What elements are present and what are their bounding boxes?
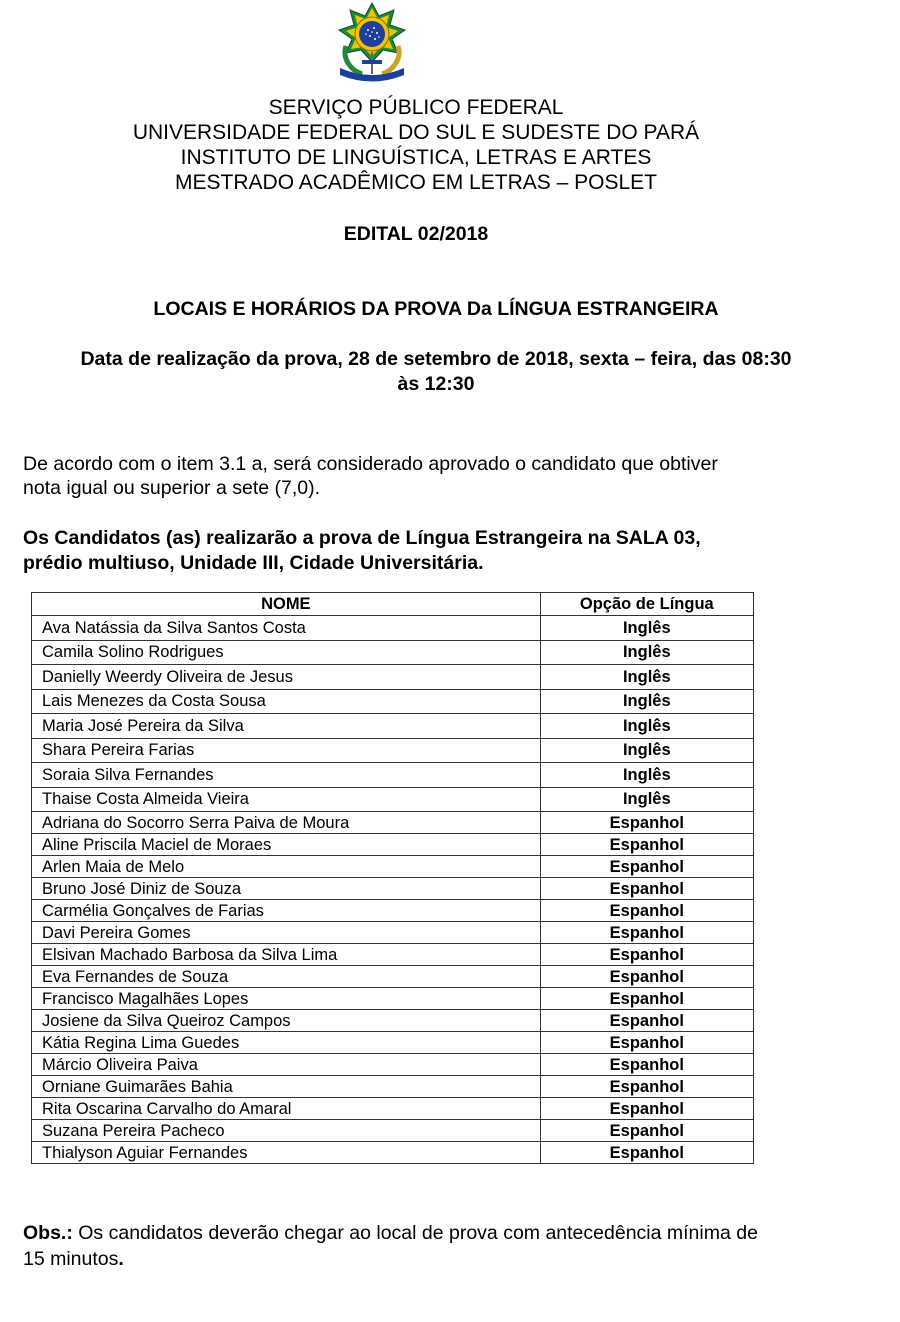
approval-paragraph: [23, 452, 873, 500]
table-row: [32, 763, 754, 788]
candidate-language: Espanhol: [540, 1032, 753, 1054]
observation-label: Obs.:: [23, 1222, 73, 1244]
candidate-language: Espanhol: [540, 1142, 753, 1164]
candidate-name: Soraia Silva Fernandes: [32, 763, 541, 788]
candidate-language: Inglês: [540, 616, 753, 641]
table-row: [32, 1142, 754, 1164]
candidate-language: Inglês: [540, 714, 753, 739]
table-row: [32, 714, 754, 739]
table-row: [32, 1076, 754, 1098]
candidate-name: Aline Priscila Maciel de Moraes: [32, 834, 541, 856]
candidate-language: Espanhol: [540, 1010, 753, 1032]
table-row: [32, 856, 754, 878]
candidate-name: Francisco Magalhães Lopes: [32, 988, 541, 1010]
candidate-name: Danielly Weerdy Oliveira de Jesus: [32, 665, 541, 690]
candidate-language: Espanhol: [540, 856, 753, 878]
table-row: [32, 922, 754, 944]
candidate-language: Espanhol: [540, 988, 753, 1010]
header-line-university: UNIVERSIDADE FEDERAL DO SUL E SUDESTE DO PARÁ: [132, 121, 700, 144]
table-row: [32, 665, 754, 690]
table-row: [32, 640, 754, 665]
candidate-name: Arlen Maia de Melo: [32, 856, 541, 878]
candidate-name: Bruno José Diniz de Souza: [32, 878, 541, 900]
candidate-name: Camila Solino Rodrigues: [32, 640, 541, 665]
room-paragraph: [23, 526, 883, 576]
candidate-language: Espanhol: [540, 1076, 753, 1098]
candidate-language: Espanhol: [540, 966, 753, 988]
candidate-name: Kátia Regina Lima Guedes: [32, 1032, 541, 1054]
candidate-language: Espanhol: [540, 1098, 753, 1120]
table-header-row: [32, 593, 754, 616]
room-line-1: Os Candidatos (as) realizarão a prova de Língua Estrangeira na SALA 03,: [23, 527, 701, 549]
table-row: [32, 966, 754, 988]
header-name: NOME: [32, 593, 541, 616]
candidate-language: Inglês: [540, 738, 753, 763]
candidate-language: Inglês: [540, 763, 753, 788]
table-row: [32, 1010, 754, 1032]
candidate-language: Espanhol: [540, 900, 753, 922]
approval-line-2: nota igual ou superior a sete (7,0).: [23, 477, 321, 499]
candidate-name: Elsivan Machado Barbosa da Silva Lima: [32, 944, 541, 966]
table-row: [32, 689, 754, 714]
candidate-name: Carmélia Gonçalves de Farias: [32, 900, 541, 922]
table-row: [32, 944, 754, 966]
header-language: Opção de Língua: [540, 593, 753, 616]
room-line-2: prédio multiuso, Unidade III, Cidade Universitária.: [23, 552, 484, 574]
exam-date: [0, 347, 872, 397]
candidate-language: Espanhol: [540, 834, 753, 856]
candidate-language: Espanhol: [540, 944, 753, 966]
candidate-language: Inglês: [540, 787, 753, 812]
exam-date-line-2: às 12:30: [397, 373, 475, 395]
header-line-program: MESTRADO ACADÊMICO EM LETRAS – POSLET: [175, 171, 657, 194]
candidate-name: Eva Fernandes de Souza: [32, 966, 541, 988]
table-row: [32, 988, 754, 1010]
observation-minutes: 15 minutos: [23, 1248, 119, 1270]
table-row: [32, 878, 754, 900]
candidate-name: Suzana Pereira Pacheco: [32, 1120, 541, 1142]
observation-text: Os candidatos deverão chegar ao local de prova com antecedência mínima de: [72, 1222, 758, 1244]
exam-date-line-1: Data de realização da prova, 28 de setembro de 2018, sexta – feira, das 08:30: [80, 348, 792, 370]
candidate-name: Thialyson Aguiar Fernandes: [32, 1142, 541, 1164]
approval-line-1: De acordo com o item 3.1 a, será considerado aprovado o candidato que obtiver: [23, 453, 718, 475]
table-row: [32, 1120, 754, 1142]
observation-line-1: [23, 1220, 883, 1246]
candidate-language: Inglês: [540, 665, 753, 690]
candidate-language: Espanhol: [540, 1054, 753, 1076]
candidate-name: Ava Natássia da Silva Santos Costa: [32, 616, 541, 641]
table-row: [32, 1054, 754, 1076]
table-row: [32, 900, 754, 922]
header-line-institute: INSTITUTO DE LINGUÍSTICA, LETRAS E ARTES: [180, 146, 652, 169]
candidate-name: Adriana do Socorro Serra Paiva de Moura: [32, 812, 541, 834]
table-row: [32, 834, 754, 856]
table-row: [32, 1098, 754, 1120]
candidate-language: Espanhol: [540, 922, 753, 944]
candidate-language: Espanhol: [540, 1120, 753, 1142]
observation-line-2: [23, 1246, 883, 1272]
candidate-name: Márcio Oliveira Paiva: [32, 1054, 541, 1076]
candidate-name: Davi Pereira Gomes: [32, 922, 541, 944]
table-row: [32, 812, 754, 834]
candidate-name: Rita Oscarina Carvalho do Amaral: [32, 1098, 541, 1120]
table-row: [32, 1032, 754, 1054]
observation-note: [23, 1220, 883, 1272]
candidate-language: Inglês: [540, 640, 753, 665]
candidate-name: Lais Menezes da Costa Sousa: [32, 689, 541, 714]
candidate-name: Shara Pereira Farias: [32, 738, 541, 763]
table-row: [32, 787, 754, 812]
observation-end: .: [118, 1248, 124, 1270]
locais-title: LOCAIS E HORÁRIOS DA PROVA Da LÍNGUA ESTRANGEIRA: [153, 298, 719, 320]
candidate-language: Inglês: [540, 689, 753, 714]
brazil-coat-of-arms-icon: [332, 2, 412, 84]
candidate-language: Espanhol: [540, 812, 753, 834]
candidate-name: Josiene da Silva Queiroz Campos: [32, 1010, 541, 1032]
institution-header: [0, 95, 832, 195]
table-row: [32, 616, 754, 641]
candidate-language: Espanhol: [540, 878, 753, 900]
header-line-service: SERVIÇO PÚBLICO FEDERAL: [268, 96, 564, 119]
candidate-name: Thaise Costa Almeida Vieira: [32, 787, 541, 812]
table-row: [32, 738, 754, 763]
edital-title: EDITAL 02/2018: [343, 223, 489, 245]
candidates-table: [31, 592, 754, 1164]
candidate-name: Orniane Guimarães Bahia: [32, 1076, 541, 1098]
candidate-name: Maria José Pereira da Silva: [32, 714, 541, 739]
